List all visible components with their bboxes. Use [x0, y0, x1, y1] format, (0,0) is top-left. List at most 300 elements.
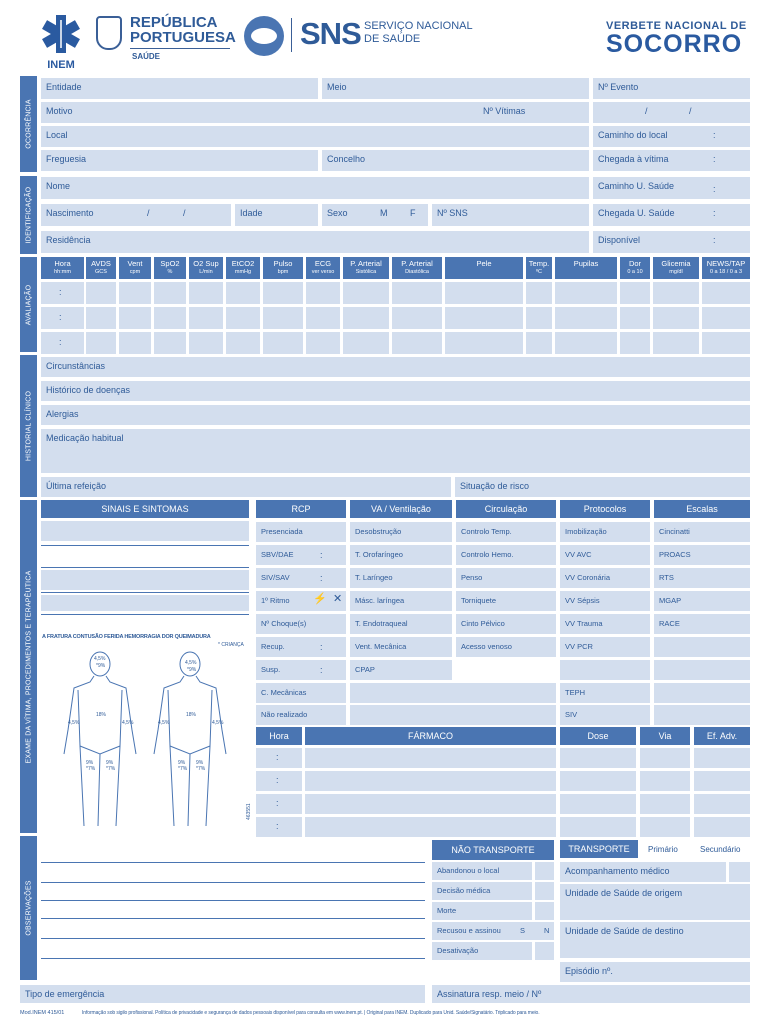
farmaco-cell[interactable] [305, 748, 556, 768]
sidebar-avaliacao: AVALIAÇÃO [20, 257, 37, 352]
medicacao-field[interactable]: Medicação habitual [41, 429, 750, 473]
aval-cell[interactable] [555, 332, 617, 354]
escalas-cell[interactable] [654, 522, 750, 542]
sexo-m-option[interactable]: M [380, 208, 388, 218]
farmaco-hora-cell[interactable] [256, 794, 302, 814]
idade-field[interactable]: Idade [235, 204, 318, 226]
escalas-cell-label: MGAP [659, 596, 682, 605]
aval-cell[interactable] [445, 307, 523, 329]
rcp-cell[interactable] [256, 660, 346, 680]
aval-col-name: Hora [54, 259, 71, 268]
sidebar-identificacao: IDENTIFICAÇÃO [20, 176, 37, 254]
aval-col-name: Pupilas [573, 259, 599, 268]
nao-transporte-label: Recusou e assinou [437, 926, 501, 935]
circulacao-cell[interactable] [456, 545, 556, 565]
local-field[interactable]: Local [41, 126, 589, 147]
nao-transporte-check[interactable] [535, 942, 554, 960]
va-cell[interactable] [350, 568, 452, 588]
escalas-cell[interactable] [654, 660, 750, 680]
body-diagram[interactable] [60, 650, 250, 830]
aval-cell[interactable] [189, 307, 223, 329]
historico-field[interactable]: Histórico de doenças [41, 381, 750, 401]
dose-cell[interactable] [560, 748, 636, 768]
aval-cell[interactable] [154, 282, 186, 304]
aval-col-header [653, 257, 699, 279]
aval-col-unit: ver verso [311, 269, 335, 275]
aval-cell[interactable] [392, 332, 442, 354]
assinatura-field[interactable]: Assinatura resp. meio / Nº [432, 985, 750, 1003]
aval-col-name: Vent [127, 259, 143, 268]
chegada-saude-field[interactable]: Chegada U. Saúde : [593, 204, 750, 226]
nao-transporte-label: Morte [437, 906, 457, 915]
aval-cell[interactable] [445, 332, 523, 354]
republica-underline [130, 48, 230, 49]
escalas-cell[interactable] [654, 591, 750, 611]
aval-cell[interactable] [620, 282, 650, 304]
rcp-cell[interactable] [256, 522, 346, 542]
aval-col-header [154, 257, 186, 279]
aval-col-header [263, 257, 303, 279]
concelho-field[interactable]: Concelho [322, 150, 589, 171]
farmaco-hora-cell[interactable] [256, 771, 302, 791]
form-subtitle: VERBETE NACIONAL DE [606, 20, 747, 32]
aval-cell[interactable] [343, 282, 389, 304]
aval-col-header [306, 257, 340, 279]
sinais-line-4 [41, 614, 249, 615]
farmaco-time-sep: : [276, 821, 279, 831]
nao-transporte-check[interactable] [535, 862, 554, 880]
protocolos-cell[interactable] [560, 705, 650, 725]
circulacao-cell[interactable] [456, 568, 556, 588]
aval-col-unit: ºC [536, 269, 542, 275]
sinais-field-2[interactable] [41, 570, 249, 590]
date-field[interactable]: / / [593, 102, 750, 123]
nao-transporte-item[interactable] [432, 922, 554, 940]
va-cell[interactable] [350, 591, 452, 611]
footer-info: Informação sob sigilo profissional. Política de privacidade e segurança de dados pessoais disponível para consulta em www.inem.pt. | Original para INEM. Duplicado para Unid. Saúde/Signatário. Triplicado para meio. [82, 1010, 540, 1016]
motivo-field[interactable]: Motivo Nº Vítimas [41, 102, 589, 123]
inem-logo [36, 14, 86, 71]
aval-col-name: P. Arterial [350, 259, 382, 268]
saude-text: SAÚDE [132, 52, 161, 61]
circulacao-cell-label: Controlo Temp. [461, 527, 512, 536]
rcp-cell[interactable] [256, 683, 346, 703]
rcp-cell[interactable] [256, 568, 346, 588]
aval-cell[interactable] [119, 282, 151, 304]
va-cell-label: T. Orofaríngeo [355, 550, 403, 559]
va-cell-label: Másc. laríngea [355, 596, 405, 605]
aval-col-name: Dor [628, 259, 642, 268]
farmaco-hora-header: Hora [256, 727, 302, 745]
n-sns-field[interactable]: Nº SNS [432, 204, 589, 226]
primario-option[interactable]: Primário [648, 845, 678, 854]
rcp-cell-label: Nº Choque(s) [261, 619, 307, 628]
via-cell[interactable] [640, 748, 690, 768]
circulacao-cell-label: Torniquete [461, 596, 497, 605]
aval-cell[interactable] [41, 332, 84, 354]
aval-cell[interactable] [343, 332, 389, 354]
obs-line-1 [41, 862, 425, 863]
protocolos-cell[interactable] [560, 568, 650, 588]
aval-col-name: Temp. [528, 259, 550, 268]
aval-col-name: EtCO2 [231, 259, 255, 268]
rcp-cell-label: Susp. [261, 665, 281, 674]
va-cell-label: CPAP [355, 665, 375, 674]
aval-col-unit: % [167, 269, 173, 275]
dose-cell[interactable] [560, 794, 636, 814]
sidebar-exame: EXAME DA VÍTIMA, PROCEDIMENTOS E TERAPÊUTICA [20, 500, 37, 833]
sexo-f-option[interactable]: F [410, 208, 416, 218]
aval-cell[interactable] [392, 282, 442, 304]
circulacao-cell-label: Cinto Pélvico [461, 619, 505, 628]
via-header: Via [640, 727, 690, 745]
aval-cell[interactable] [226, 282, 260, 304]
aval-col-header [392, 257, 442, 279]
aval-cell[interactable] [189, 332, 223, 354]
sinais-field-1[interactable] [41, 521, 249, 541]
dose-cell[interactable] [560, 817, 636, 837]
aval-col-name: AVDS [91, 259, 111, 268]
form-title: SOCORRO [606, 30, 743, 58]
circunstancias-field[interactable]: Circunstâncias [41, 357, 750, 377]
head-front-pct: 4,5% [94, 656, 106, 662]
transporte-header: TRANSPORTE [560, 840, 638, 858]
ef-adv-cell[interactable] [694, 748, 750, 768]
rcp-time-sep: : [320, 550, 323, 560]
leg-front-r-child-pct: *7% [106, 766, 116, 772]
acompanhamento-field[interactable]: Acompanhamento médico [560, 862, 726, 882]
leg-front-r-pct: 9% [106, 760, 114, 766]
escalas-extra-cell[interactable] [654, 705, 750, 725]
n-evento-field[interactable]: Nº Evento [593, 78, 750, 99]
va-cell-label: T. Laríngeo [355, 573, 393, 582]
aval-cell[interactable] [263, 332, 303, 354]
va-cell[interactable] [350, 614, 452, 634]
aval-cell[interactable] [226, 307, 260, 329]
via-cell[interactable] [640, 794, 690, 814]
aval-col-header [119, 257, 151, 279]
leg-front-l-child-pct: *7% [86, 766, 96, 772]
aval-cell[interactable] [653, 332, 699, 354]
farmaco-time-sep: : [276, 752, 279, 762]
protocolos-cell[interactable] [560, 591, 650, 611]
aval-cell[interactable] [86, 332, 116, 354]
obs-line-2 [41, 882, 425, 883]
farmaco-header: FÁRMACO [305, 727, 556, 745]
sns-name-line2: DE SAÚDE [364, 33, 421, 45]
nao-transporte-item[interactable] [432, 902, 532, 920]
aval-col-unit: 0 a 18 / 0 a 3 [709, 269, 743, 275]
protocolos-cell[interactable] [560, 637, 650, 657]
dose-cell[interactable] [560, 771, 636, 791]
rcp-cell-label: Presenciada [261, 527, 303, 536]
protocolos-cell-label: VV Trauma [565, 619, 603, 628]
situacao-risco-field[interactable]: Situação de risco [455, 477, 750, 497]
farmaco-cell[interactable] [305, 771, 556, 791]
obs-line-6 [41, 958, 425, 959]
aval-time-sep: : [59, 337, 62, 347]
protocolos-cell[interactable] [560, 683, 650, 703]
aval-cell[interactable] [620, 307, 650, 329]
footer-model: Mod.INEM 415/01 [20, 1010, 65, 1016]
sinais-field-3[interactable] [41, 595, 249, 611]
escalas-extra-cell[interactable] [654, 683, 750, 703]
ultima-refeicao-field[interactable]: Última refeição [41, 477, 451, 497]
obs-line-5 [41, 938, 425, 939]
farmaco-hora-cell[interactable] [256, 817, 302, 837]
farmaco-cell[interactable] [305, 817, 556, 837]
side-code: 463551 [246, 803, 252, 820]
protocolos-cell-label: TEPH [565, 688, 586, 697]
escalas-cell[interactable] [654, 637, 750, 657]
aval-cell[interactable] [41, 307, 84, 329]
arm-right-pct: 4,5% [122, 720, 134, 726]
escalas-cell-label: RTS [659, 573, 674, 582]
dose-header: Dose [560, 727, 636, 745]
leg-back-r-child-pct: *7% [196, 766, 206, 772]
ef-adv-cell[interactable] [694, 771, 750, 791]
aval-cell[interactable] [555, 282, 617, 304]
republica-text [130, 15, 236, 45]
no-shock-icon[interactable]: ✕ [333, 593, 343, 605]
disponivel-field[interactable]: Disponível : [593, 231, 750, 253]
shock-bolt-icon[interactable]: ⚡ [313, 593, 327, 605]
nao-transporte-item[interactable] [432, 882, 532, 900]
protocolos-cell-label: VV PCR [565, 642, 593, 651]
aval-cell[interactable] [343, 307, 389, 329]
protocolos-cell-label: VV AVC [565, 550, 592, 559]
escalas-header: Escalas [654, 500, 750, 518]
rcp-cell[interactable] [256, 614, 346, 634]
via-cell[interactable] [640, 771, 690, 791]
caminho-saude-field[interactable]: Caminho U. Saúde : [593, 177, 750, 199]
head-back-pct: 4,5% [185, 660, 197, 666]
entidade-field[interactable]: Entidade [41, 78, 318, 99]
sns-name [364, 20, 473, 46]
sns-divider [291, 18, 292, 52]
va-cell[interactable] [350, 522, 452, 542]
aval-col-name: ECG [314, 259, 332, 268]
va-extra-cell[interactable] [350, 683, 556, 703]
torso-front-pct: 18% [96, 712, 107, 718]
tipo-emergencia-field[interactable]: Tipo de emergência [20, 985, 425, 1003]
aval-cell[interactable] [263, 307, 303, 329]
head-front-child-pct: *9% [96, 663, 106, 669]
aval-col-unit: Sistólica [355, 269, 377, 275]
aval-cell[interactable] [86, 282, 116, 304]
escalas-cell-label: PROACS [659, 550, 691, 559]
aval-cell[interactable] [702, 282, 750, 304]
rcp-cell[interactable] [256, 637, 346, 657]
aval-cell[interactable] [119, 307, 151, 329]
circulacao-cell[interactable] [456, 522, 556, 542]
escalas-cell-label: RACE [659, 619, 680, 628]
episodio-field[interactable]: Episódio nº. [560, 962, 750, 982]
escalas-cell[interactable] [654, 568, 750, 588]
republica-line2: PORTUGUESA [130, 29, 236, 46]
aval-col-unit: mg/dl [669, 269, 683, 275]
circulacao-header: Circulação [456, 500, 556, 518]
leg-back-r-pct: 9% [196, 760, 204, 766]
rcp-time-sep: : [320, 642, 323, 652]
va-cell-label: Vent. Mecânica [355, 642, 407, 651]
residencia-field[interactable]: Residência [41, 231, 589, 253]
aval-cell[interactable] [653, 282, 699, 304]
rcp-cell[interactable] [256, 545, 346, 565]
aval-col-unit: GCS [95, 269, 107, 275]
protocolos-cell[interactable] [560, 614, 650, 634]
protocolos-cell[interactable] [560, 545, 650, 565]
origem-field[interactable]: Unidade de Saúde de origem [560, 884, 750, 920]
protocolos-cell-label: VV Coronária [565, 573, 611, 582]
aval-cell[interactable] [86, 307, 116, 329]
aval-cell[interactable] [526, 307, 552, 329]
chegada-vitima-field[interactable]: Chegada à vítima : [593, 150, 750, 171]
va-cell[interactable] [350, 660, 452, 680]
sns-text: SNS [300, 16, 361, 51]
acompanhamento-check[interactable] [729, 862, 750, 882]
aval-cell[interactable] [263, 282, 303, 304]
aval-cell[interactable] [119, 332, 151, 354]
aval-col-name: Glicemia [661, 259, 691, 268]
arm-back-right-pct: 4,5% [212, 720, 224, 726]
aval-col-unit: hh:mm [54, 269, 71, 275]
aval-cell[interactable] [189, 282, 223, 304]
aval-col-unit: Diastólica [405, 269, 429, 275]
escalas-cell[interactable] [654, 614, 750, 634]
aval-cell[interactable] [306, 282, 340, 304]
aval-cell[interactable] [392, 307, 442, 329]
aval-cell[interactable] [41, 282, 84, 304]
circulacao-cell[interactable] [456, 614, 556, 634]
aval-col-unit: 0 a 10 [627, 269, 643, 275]
sexo-field[interactable]: Sexo M F [322, 204, 428, 226]
via-cell[interactable] [640, 817, 690, 837]
obs-line-3 [41, 900, 425, 901]
aval-time-sep: : [59, 287, 62, 297]
arm-left-pct: 4,5% [68, 720, 80, 726]
nao-transporte-label: Abandonou o local [437, 866, 500, 875]
circulacao-cell[interactable] [456, 637, 556, 657]
head-back-child-pct: *9% [187, 667, 197, 673]
sidebar-observacoes: OBSERVAÇÕES [20, 836, 37, 980]
n-vitimas-label: Nº Vítimas [483, 106, 526, 116]
aval-cell[interactable] [702, 332, 750, 354]
freguesia-field[interactable]: Freguesia [41, 150, 318, 171]
leg-back-l-child-pct: *7% [178, 766, 188, 772]
protocolos-cell-label: VV Sépsis [565, 596, 600, 605]
nao-transporte-item[interactable] [432, 942, 532, 960]
farmaco-time-sep: : [276, 798, 279, 808]
aval-cell[interactable] [226, 332, 260, 354]
ef-adv-cell[interactable] [694, 817, 750, 837]
caminho-local-field[interactable]: Caminho do local : [593, 126, 750, 147]
va-cell[interactable] [350, 637, 452, 657]
circulacao-cell-label: Acesso venoso [461, 642, 512, 651]
body-back-figure [154, 652, 226, 826]
republica-line1: REPÚBLICA [130, 14, 218, 31]
nao-transporte-check[interactable] [535, 882, 554, 900]
rcp-cell[interactable] [256, 705, 346, 725]
rcp-cell-label: 1º Ritmo [261, 596, 290, 605]
aval-cell[interactable] [306, 307, 340, 329]
aval-cell[interactable] [306, 332, 340, 354]
va-cell[interactable] [350, 545, 452, 565]
aval-cell[interactable] [445, 282, 523, 304]
sinais-header: SINAIS E SINTOMAS [41, 500, 249, 518]
aval-col-unit: cpm [129, 269, 141, 275]
farmaco-hora-cell[interactable] [256, 748, 302, 768]
aval-cell[interactable] [526, 282, 552, 304]
rcp-header: RCP [256, 500, 346, 518]
aval-cell[interactable] [154, 332, 186, 354]
protocolos-cell-label: Imobilização [565, 527, 607, 536]
republica-emblem [96, 16, 122, 50]
aval-col-header [445, 257, 523, 279]
escalas-cell[interactable] [654, 545, 750, 565]
aval-cell[interactable] [526, 332, 552, 354]
aval-col-name: Pulso [273, 259, 293, 268]
aval-col-name: NEWS/TAP [706, 259, 746, 268]
alergias-field[interactable]: Alergias [41, 405, 750, 425]
secundario-option[interactable]: Secundário [700, 845, 741, 854]
torso-back-pct: 18% [186, 712, 197, 718]
rcp-time-sep: : [320, 573, 323, 583]
sns-logo-icon [244, 16, 284, 56]
protocolos-cell[interactable] [560, 522, 650, 542]
nome-field[interactable]: Nome [41, 177, 589, 199]
aval-cell[interactable] [620, 332, 650, 354]
aval-col-name: SpO2 [160, 259, 180, 268]
obs-line-4 [41, 918, 425, 919]
nao-transporte-item[interactable] [432, 862, 532, 880]
recusou-s-option[interactable]: S [520, 926, 526, 935]
rcp-cell-label: Não realizado [261, 710, 308, 719]
sidebar-historial: HISTORIAL CLÍNICO [20, 355, 37, 497]
meio-field[interactable]: Meio [322, 78, 589, 99]
nascimento-field[interactable]: Nascimento / / [41, 204, 231, 226]
sinais-line-1 [41, 545, 249, 546]
protocolos-cell[interactable] [560, 660, 650, 680]
destino-field[interactable]: Unidade de Saúde de destino [560, 922, 750, 958]
farmaco-time-sep: : [276, 775, 279, 785]
escalas-cell-label: Cincinatti [659, 527, 690, 536]
leg-back-l-pct: 9% [178, 760, 186, 766]
recusou-n-option[interactable]: N [544, 926, 550, 935]
sinais-line-3 [41, 592, 249, 593]
aval-col-header [41, 257, 84, 279]
aval-cell[interactable] [154, 307, 186, 329]
aval-col-header [526, 257, 552, 279]
aval-cell[interactable] [555, 307, 617, 329]
protocolos-cell-label: SIV [565, 710, 578, 719]
aval-time-sep: : [59, 312, 62, 322]
aval-col-header [86, 257, 116, 279]
va-extra-cell[interactable] [350, 705, 556, 725]
farmaco-cell[interactable] [305, 794, 556, 814]
aval-col-header [620, 257, 650, 279]
ef-adv-cell[interactable] [694, 794, 750, 814]
circulacao-cell[interactable] [456, 591, 556, 611]
circulacao-cell-label: Controlo Hemo. [461, 550, 514, 559]
aval-col-header [189, 257, 223, 279]
aval-cell[interactable] [702, 307, 750, 329]
nao-transporte-check[interactable] [535, 902, 554, 920]
va-cell-label: Desobstrução [355, 527, 402, 536]
aval-cell[interactable] [653, 307, 699, 329]
nao-transporte-header: NÃO TRANSPORTE [432, 840, 554, 860]
ef-adv-header: Ef. Adv. [694, 727, 750, 745]
